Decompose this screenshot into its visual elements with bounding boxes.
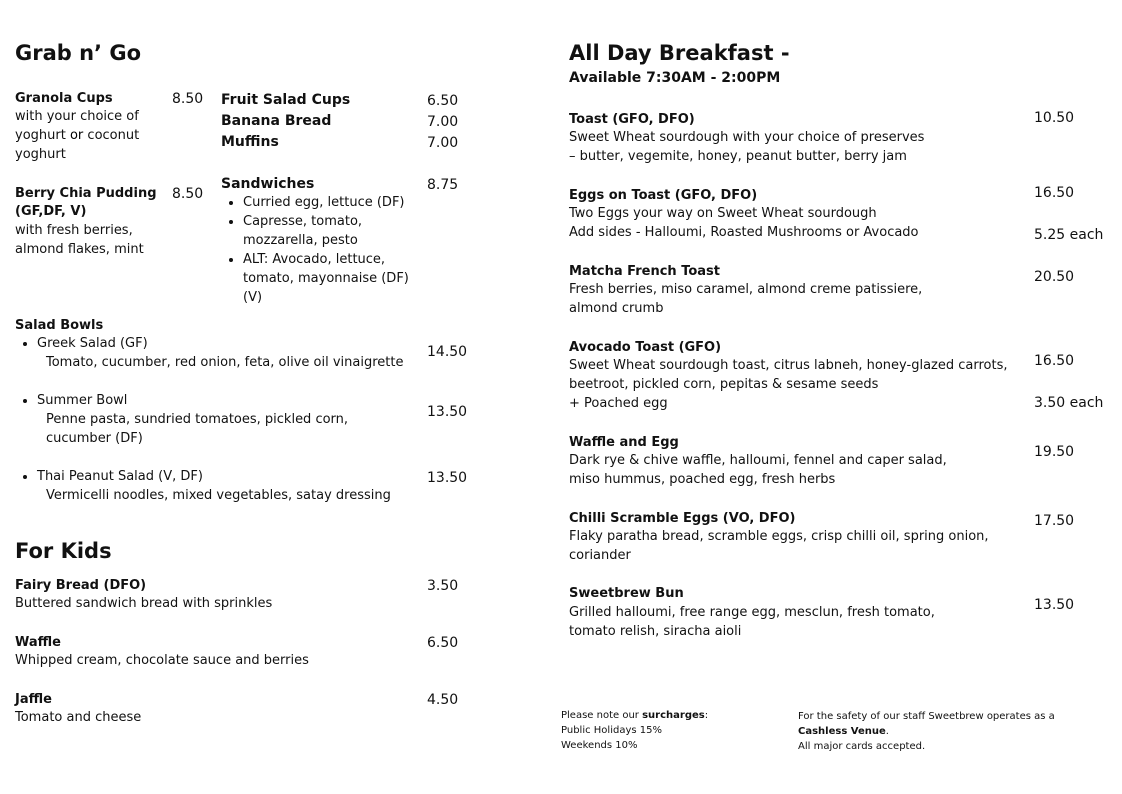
granola-cups-name: Granola Cups [15,91,113,106]
salad-item-name: • Summer Bowl [37,391,437,410]
granola-cups-desc [15,107,175,164]
breakfast-item-desc [569,356,1007,413]
kids-item-name: Fairy Bread (DFO) [15,578,147,593]
breakfast-item-price: 19.50 [1034,444,1075,460]
kids-item-price: 6.50 [427,635,459,651]
fruit-salad-price: 6.50 [427,93,459,109]
muffins-name: Muffins [221,134,279,150]
chia-desc-line2: almond flakes, mint [15,242,144,257]
grab-n-go-title: Grab n’ Go [15,41,142,65]
banana-bread-price: 7.00 [427,114,459,130]
breakfast-item-desc [569,527,989,565]
kids-item-desc: Tomato and cheese [15,710,142,725]
breakfast-desc-line: almond crumb [569,301,664,316]
breakfast-item-price: 17.50 [1034,513,1075,529]
sandwiches-name: Sandwiches [221,176,315,192]
cashless-bold: Cashless Venue [798,726,886,737]
salad-item-desc: Tomato, cucumber, red onion, feta, olive oil vinaigrette [46,355,404,370]
breakfast-item-desc [569,204,919,242]
surcharges-heading [561,708,708,723]
salad-item-name: • Greek Salad (GF) [37,334,437,353]
breakfast-item-price: 13.50 [1034,597,1075,613]
cashless-line2 [798,724,1055,739]
breakfast-extra-price: 3.50 each [1034,395,1104,411]
breakfast-desc-line: beetroot, pickled corn, pepitas & sesame seeds [569,377,879,392]
public-holidays-surcharge: Public Holidays 15% [561,725,662,736]
breakfast-desc-line: + Poached egg [569,396,668,411]
breakfast-desc-line: coriander [569,548,631,563]
breakfast-desc-line: Add sides - Halloumi, Roasted Mushrooms or Avocado [569,225,919,240]
chia-desc-line1: with fresh berries, [15,223,133,238]
kids-item-price: 3.50 [427,578,459,594]
breakfast-item-name: Toast (GFO, DFO) [569,112,695,127]
breakfast-item-name: Eggs on Toast (GFO, DFO) [569,188,758,203]
breakfast-desc-line: Sweet Wheat sourdough with your choice of preserves [569,130,925,145]
granola-desc-coconut: coconut [87,128,140,143]
breakfast-item-name: Matcha French Toast [569,264,720,279]
breakfast-item-name: Avocado Toast (GFO) [569,340,722,355]
breakfast-desc-line: Flaky paratha bread, scramble eggs, crisp chilli oil, spring onion, [569,529,989,544]
salad-bowls-heading: Salad Bowls [15,318,104,333]
granola-desc-line3: yoghurt [15,147,66,162]
breakfast-extra-price: 5.25 each [1034,227,1104,243]
chia-pudding-name [15,185,157,221]
breakfast-item-price: 16.50 [1034,353,1075,369]
salad-item-name: • Thai Peanut Salad (V, DF) [37,467,437,486]
salad-item-price: 13.50 [427,404,468,420]
breakfast-item-price: 10.50 [1034,110,1075,126]
sandwich-options-list [221,193,419,307]
breakfast-subtitle: Available 7:30AM - 2:00PM [569,70,781,86]
breakfast-desc-line: Dark rye & chive waffle, halloumi, fennel and caper salad, [569,453,947,468]
salad-item-desc: Vermicelli noodles, mixed vegetables, satay dressing [46,488,391,503]
sandwich-option: • Curried egg, lettuce (DF) [243,193,419,212]
fruit-salad-name: Fruit Salad Cups [221,92,351,108]
salad-item-price: 14.50 [427,344,468,360]
salad-item-desc: Penne pasta, sundried tomatoes, pickled corn, cucumber (DF) [46,412,349,446]
salad-item [15,334,437,353]
for-kids-title: For Kids [15,539,112,563]
granola-desc-or: or [69,128,84,143]
salad-item-price: 13.50 [427,470,468,486]
breakfast-item-desc [569,451,947,489]
muffins-price: 7.00 [427,135,459,151]
chia-pudding-price: 8.50 [172,186,204,202]
surcharges-intro: Please note our [561,710,639,721]
granola-cups-price: 8.50 [172,91,204,107]
breakfast-desc-line: Sweet Wheat sourdough toast, citrus labneh, honey-glazed carrots, [569,358,1008,373]
sandwich-option: • Capresse, tomato, mozzarella, pesto [243,212,419,250]
granola-desc-line2 [15,126,175,145]
kids-item-desc: Whipped cream, chocolate sauce and berries [15,653,309,668]
salad-item [15,391,437,410]
salad-item [15,467,437,486]
kids-item-price: 4.50 [427,692,459,708]
chia-name-line2: (GF,DF, V) [15,204,87,219]
breakfast-title: All Day Breakfast - [569,41,790,65]
cashless-period: . [885,726,889,737]
breakfast-desc-line: miso hummus, poached egg, fresh herbs [569,472,836,487]
breakfast-item-desc [569,280,922,318]
breakfast-desc-line: Grilled halloumi, free range egg, mesclun, fresh tomato, [569,605,935,620]
sandwich-option: • ALT: Avocado, lettuce, tomato, mayonnaise (DF) (V) [243,250,419,307]
granola-desc-yoghurt: yoghurt [15,128,66,143]
breakfast-item-name: Waffle and Egg [569,435,679,450]
sandwiches-price: 8.75 [427,177,459,193]
breakfast-item-desc [569,128,924,166]
banana-bread-name: Banana Bread [221,113,332,129]
cards-accepted: All major cards accepted. [798,741,926,752]
breakfast-desc-line: tomato relish, siracha aioli [569,624,742,639]
breakfast-item-price: 16.50 [1034,185,1075,201]
weekends-surcharge: Weekends 10% [561,740,638,751]
cashless-line1: For the safety of our staff Sweetbrew operates as a [798,711,1055,722]
kids-item-name: Waffle [15,635,61,650]
surcharges-colon: : [704,710,709,721]
surcharges-bold: surcharges [642,710,705,721]
granola-desc-line1: with your choice of [15,109,139,124]
breakfast-desc-line: Two Eggs your way on Sweet Wheat sourdough [569,206,877,221]
kids-item-desc: Buttered sandwich bread with sprinkles [15,596,273,611]
chia-name-line1: Berry Chia Pudding [15,186,157,201]
breakfast-item-name: Sweetbrew Bun [569,586,684,601]
cashless-note [798,709,1055,754]
breakfast-item-name: Chilli Scramble Eggs (VO, DFO) [569,511,796,526]
chia-pudding-desc [15,221,144,259]
breakfast-item-desc [569,603,935,641]
breakfast-desc-line: – butter, vegemite, honey, peanut butter, berry jam [569,149,907,164]
breakfast-desc-line: Fresh berries, miso caramel, almond creme patissiere, [569,282,923,297]
breakfast-item-price: 20.50 [1034,269,1075,285]
kids-item-name: Jaffle [15,692,52,707]
surcharges-note [561,708,708,753]
